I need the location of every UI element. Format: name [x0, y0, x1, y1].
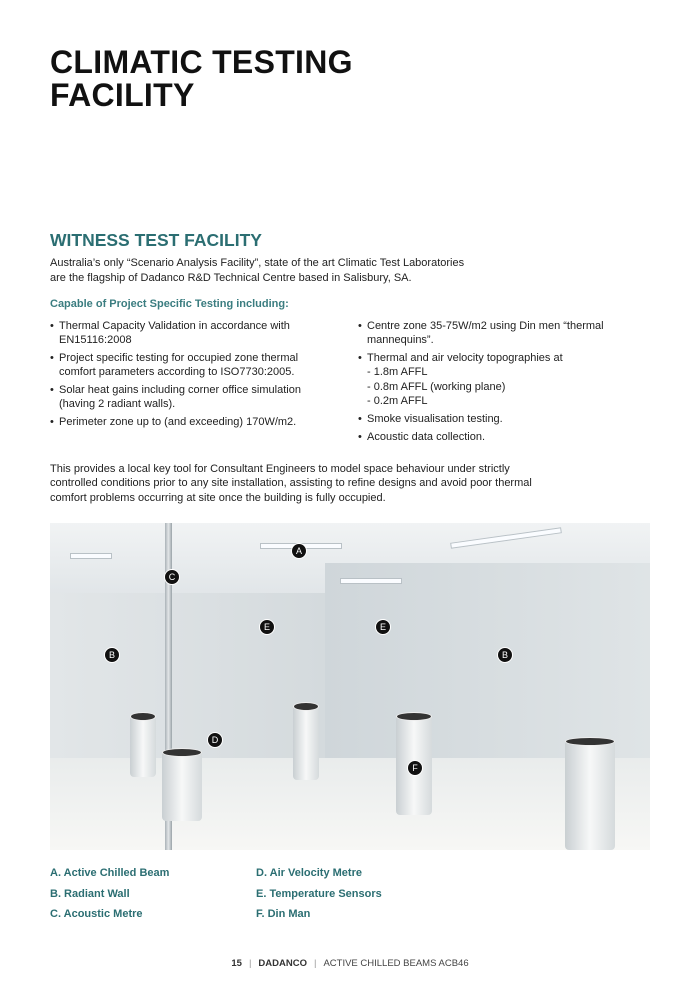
page-footer: [0, 958, 700, 969]
list-item: • Solar heat gains including corner office simulation (having 2 radiant walls).: [50, 383, 320, 412]
legend-item: E. Temperature Sensors: [256, 887, 382, 900]
radiant-wall-left: [50, 593, 325, 763]
legend-item: F. Din Man: [256, 908, 311, 920]
marker-e: E: [375, 619, 391, 635]
legend-item: C. Acoustic Metre: [50, 908, 143, 920]
marker-b: B: [104, 647, 120, 663]
list-item: • Thermal Capacity Validation in accordance with EN15116:2008: [50, 319, 320, 348]
page-title: [50, 46, 353, 112]
title-line: FACILITY: [50, 77, 195, 113]
ceiling-light: [70, 553, 112, 559]
sub-item: - 0.2m AFFL: [367, 394, 428, 407]
din-man: [293, 705, 319, 780]
din-man: [565, 740, 615, 850]
list-item-text: Thermal and air velocity topographies at: [367, 352, 563, 365]
separator: |: [248, 958, 252, 969]
list-item: • Perimeter zone up to (and exceeding) 170W/m2.: [50, 415, 320, 429]
list-item: • Centre zone 35-75W/m2 using Din men “thermal mannequins”.: [358, 319, 628, 348]
capabilities-list-right: [358, 319, 628, 447]
brand-name: DADANCO: [258, 958, 307, 969]
list-item: • Acoustic data collection.: [358, 430, 628, 444]
outro-paragraph: [50, 462, 550, 505]
capabilities-heading: Capable of Project Specific Testing including:: [50, 298, 289, 310]
photo-legend-right: [256, 863, 382, 925]
capabilities-list-left: [50, 319, 320, 433]
sub-item: - 1.8m AFFL: [367, 366, 428, 379]
list-item: • Project specific testing for occupied zone thermal comfort parameters according to ISO7730:2005.: [50, 351, 320, 380]
radiant-wall-right: [325, 563, 650, 763]
legend-item: B. Radiant Wall: [50, 887, 130, 900]
title-line: CLIMATIC TESTING: [50, 44, 353, 80]
marker-a: A: [291, 543, 307, 559]
legend-item: A. Active Chilled Beam: [50, 867, 170, 879]
sub-item: - 0.8m AFFL (working plane): [367, 380, 506, 393]
din-man: [130, 715, 156, 777]
outro-line: comfort problems occurring at site once the building is fully occupied.: [50, 491, 386, 504]
ceiling-light: [340, 578, 402, 584]
page-number: 15: [231, 958, 242, 969]
marker-b: B: [497, 647, 513, 663]
outro-line: This provides a local key tool for Consultant Engineers to model space behaviour under strictly: [50, 463, 510, 475]
marker-f: F: [407, 760, 423, 776]
marker-c: C: [164, 569, 180, 585]
list-item: • Smoke visualisation testing.: [358, 412, 628, 426]
intro-paragraph: [50, 256, 510, 285]
intro-line: are the flagship of Dadanco R&D Technical Centre based in Salisbury, SA.: [50, 271, 412, 284]
list-item: [358, 351, 628, 408]
marker-e: E: [259, 619, 275, 635]
separator: |: [313, 958, 317, 969]
photo-legend-left: [50, 863, 169, 925]
legend-item: D. Air Velocity Metre: [256, 867, 362, 879]
section-title: WITNESS TEST FACILITY: [50, 230, 262, 250]
din-man: [162, 751, 202, 821]
test-facility-photo: [50, 523, 650, 850]
marker-d: D: [207, 732, 223, 748]
outro-line: controlled conditions prior to any site installation, assisting to refine designs and avoid poor thermal: [50, 477, 532, 490]
document-name: ACTIVE CHILLED BEAMS ACB46: [323, 958, 469, 969]
intro-line: Australia’s only “Scenario Analysis Facility”, state of the art Climatic Test Laboratories: [50, 257, 465, 269]
